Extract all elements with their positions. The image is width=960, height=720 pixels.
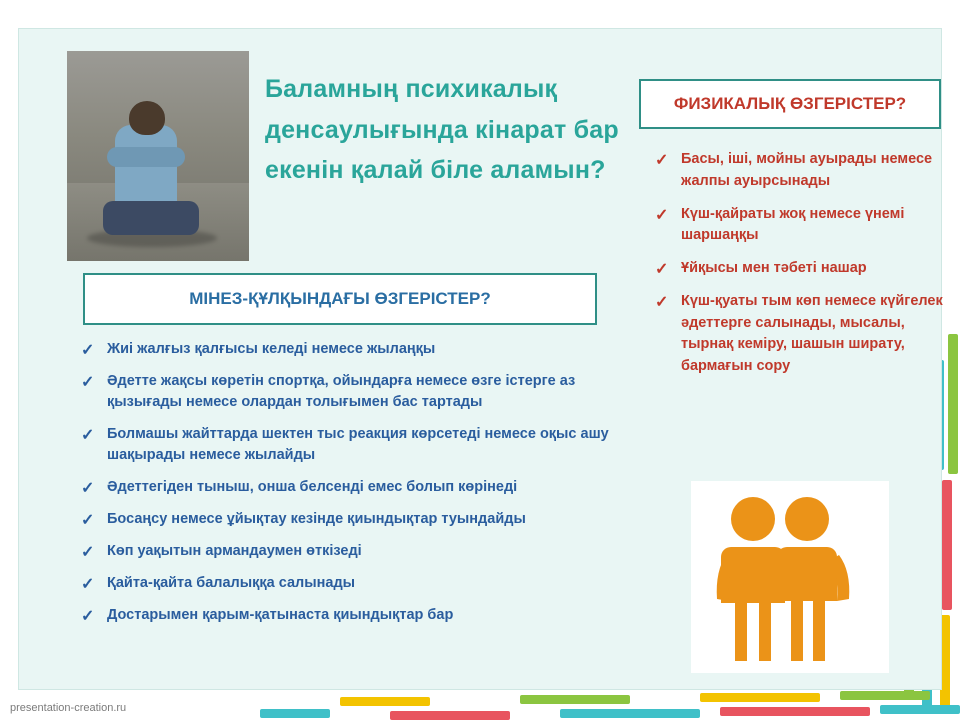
- physical-changes-list: [655, 149, 947, 389]
- check-icon: ✓: [81, 512, 95, 530]
- list-item-label: Босаңсу немесе ұйықтау кезінде қиындықтар туындайды: [107, 511, 526, 528]
- check-icon: ✓: [655, 293, 669, 311]
- people-illustration: [691, 481, 889, 673]
- list-item: [81, 477, 641, 498]
- check-icon: ✓: [81, 427, 95, 445]
- list-item-label: Ұйқысы мен тәбеті нашар: [681, 260, 867, 276]
- content-panel: [18, 28, 942, 690]
- check-icon: ✓: [81, 544, 95, 562]
- list-item-label: Достарымен қарым-қатынаста қиындықтар бар: [107, 607, 454, 624]
- check-icon: ✓: [81, 608, 95, 626]
- list-item-label: Қайта-қайта балалыққа салынады: [107, 575, 356, 592]
- list-item: [81, 371, 641, 413]
- photo-boy-sitting: [67, 51, 249, 261]
- physical-section-title: ФИЗИКАЛЫҚ ӨЗГЕРІСТЕР?: [639, 79, 941, 129]
- list-item-label: Болмашы жайттарда шектен тыс реакция көрсетеді немесе оқыс ашу шақырады немесе жылайды: [107, 426, 609, 464]
- list-item-label: Күш-қайраты жоқ немесе үнемі шаршаңқы: [681, 205, 905, 244]
- page-title: Баламның психикалық денсаулығында кінарат бар екенін қалай біле аламын?: [265, 75, 619, 184]
- list-item: [655, 204, 947, 248]
- list-item-label: Әдеттегіден тыныш, онша белсенді емес болып көрінеді: [107, 479, 518, 496]
- list-item: [81, 605, 641, 626]
- list-item-label: Басы, іші, мойны ауырады немесе жалпы ауырсынады: [681, 151, 933, 189]
- list-item: [81, 424, 641, 466]
- check-icon: ✓: [81, 576, 95, 594]
- two-people-icon: [691, 481, 889, 673]
- check-icon: ✓: [655, 261, 669, 278]
- list-item-label: Әдетте жақсы көретін спортқа, ойындарға немесе өзге істерге аз қызығады немесе олардан толығымен бас тартады: [107, 373, 576, 411]
- check-icon: ✓: [81, 342, 95, 359]
- check-icon: ✓: [655, 152, 669, 169]
- check-icon: ✓: [81, 374, 95, 392]
- check-icon: ✓: [655, 206, 669, 224]
- list-item-label: Күш-қуаты тым көп немесе күйгелек әдеттерге салынады, мысалы, тырнақ кеміру, шашын ширату, бармағын сору: [681, 292, 943, 374]
- behaviour-section-title: МІНЕЗ-ҚҰЛҚЫНДАҒЫ ӨЗГЕРІСТЕР?: [83, 273, 597, 325]
- check-icon: ✓: [81, 480, 95, 498]
- list-item: [655, 149, 947, 193]
- list-item: [655, 291, 947, 378]
- list-item: [655, 258, 947, 280]
- list-item-label: Жиі жалғыз қалғысы келеді немесе жылаңқы: [107, 341, 436, 357]
- list-item: [81, 509, 641, 530]
- list-item: [81, 573, 641, 594]
- list-item: [81, 541, 641, 562]
- watermark: presentation-creation.ru: [10, 702, 127, 714]
- list-item: [81, 339, 641, 360]
- behaviour-changes-list: [81, 339, 641, 637]
- list-item-label: Көп уақытын армандаумен өткізеді: [107, 543, 362, 560]
